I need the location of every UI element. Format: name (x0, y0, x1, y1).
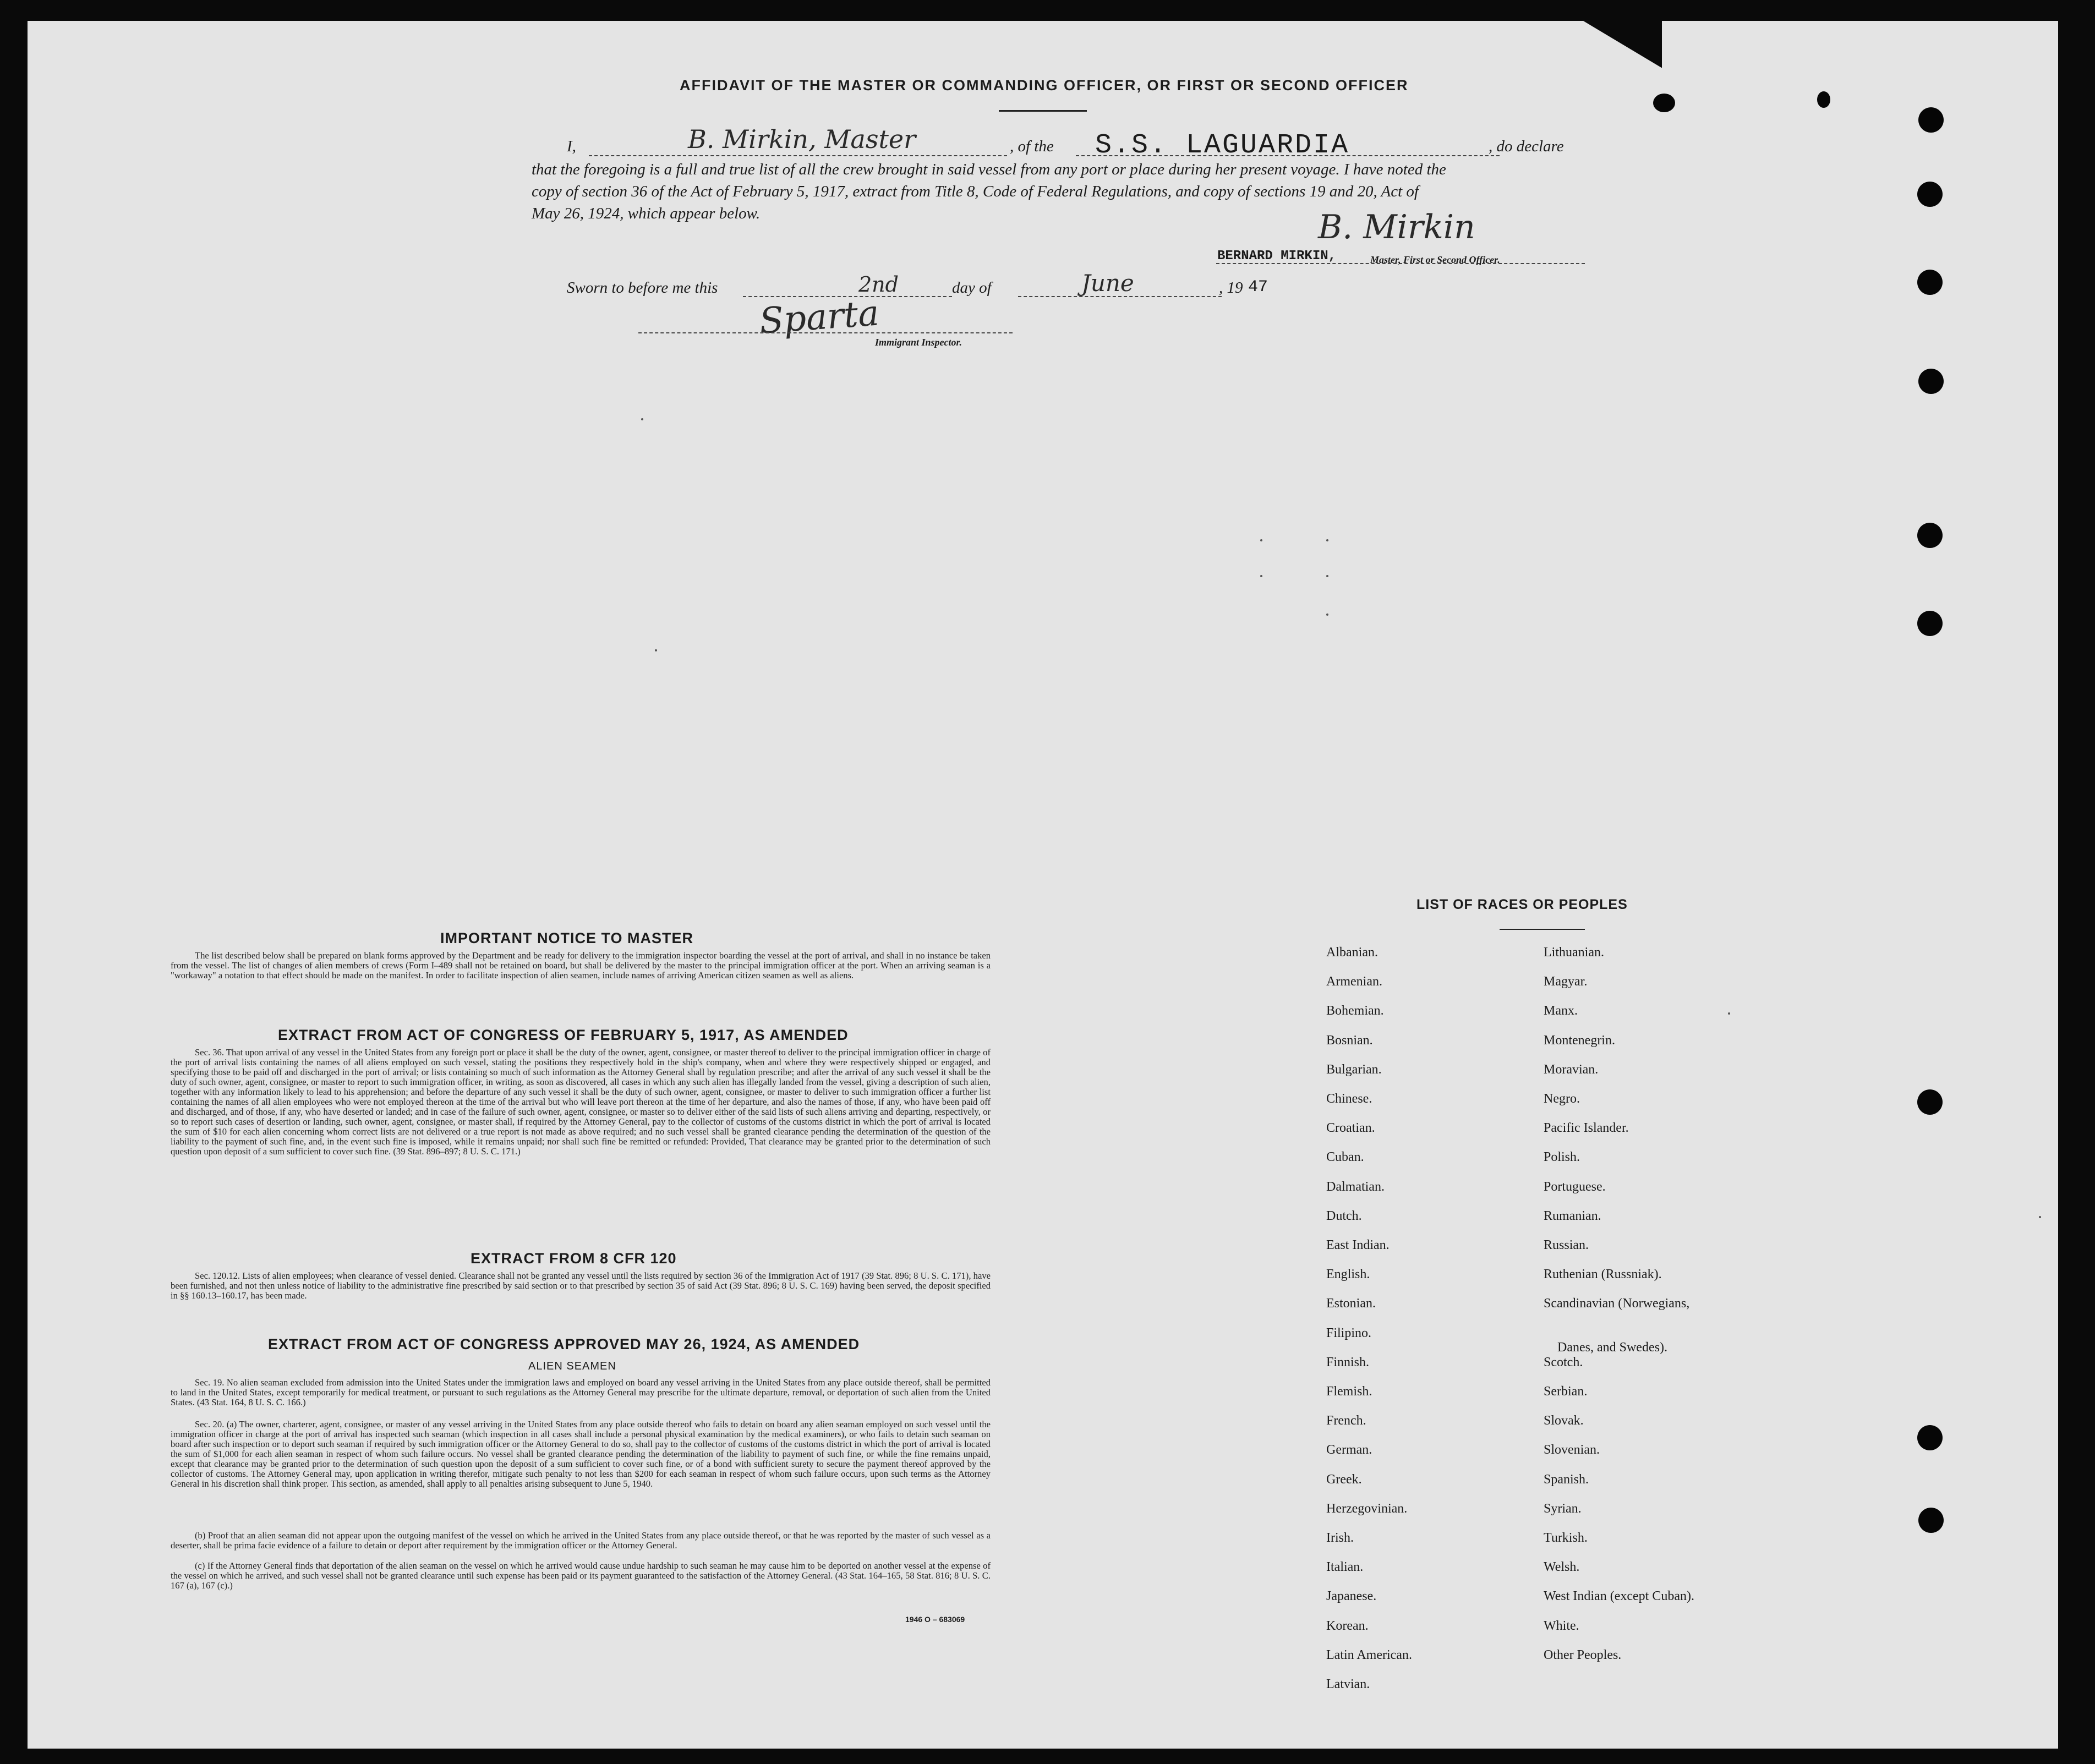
race-item: Slovenian. (1544, 1443, 1600, 1458)
race-item: Chinese. (1326, 1092, 1372, 1106)
vessel-name: S.S. LAGUARDIA (1095, 130, 1350, 161)
race-item: Latvian. (1326, 1677, 1370, 1691)
race-item: Flemish. (1326, 1384, 1372, 1399)
race-item: Filipino. (1326, 1325, 1372, 1340)
master-name-handwritten: B. Mirkin, Master (688, 124, 916, 154)
race-item: Serbian. (1544, 1384, 1588, 1399)
race-item: Russian. (1544, 1238, 1589, 1252)
title-rule (999, 110, 1087, 112)
race-item: Irish. (1326, 1531, 1354, 1545)
race-item: Dalmatian. (1326, 1179, 1385, 1194)
extract-cfr-title: EXTRACT FROM 8 CFR 120 (471, 1250, 677, 1267)
speck (2039, 1216, 2041, 1218)
race-item: Korean. (1326, 1618, 1369, 1633)
print-code: 1946 O – 683069 (905, 1615, 965, 1624)
race-item: Syrian. (1544, 1501, 1582, 1516)
alien-seamen-subtitle: ALIEN SEAMEN (528, 1360, 616, 1372)
race-item: French. (1326, 1414, 1366, 1428)
binder-hole (1917, 1425, 1943, 1450)
race-item: Croatian. (1326, 1121, 1375, 1136)
race-item: Spanish. (1544, 1472, 1589, 1487)
day-of-label: day of (952, 279, 992, 297)
speck (655, 649, 657, 651)
race-item: Bohemian. (1326, 1004, 1384, 1018)
binder-hole (1917, 270, 1943, 295)
race-item: Ruthenian (Russniak). (1544, 1267, 1662, 1282)
race-item: Finnish. (1326, 1355, 1370, 1369)
year-value: 47 (1248, 278, 1268, 297)
race-item: East Indian. (1326, 1238, 1390, 1252)
race-item: Manx. (1544, 1004, 1578, 1018)
race-item: Latin American. (1326, 1647, 1412, 1662)
year-label: , 19 (1219, 279, 1243, 297)
speck (1326, 575, 1328, 577)
extract-1917-title: EXTRACT FROM ACT OF CONGRESS OF FEBRUARY 5, 1917, AS AMENDED (278, 1027, 849, 1043)
race-item: Bulgarian. (1326, 1062, 1382, 1077)
signer-role: Master, First or Second Officer. (1370, 254, 1500, 265)
notice-text: The list described below shall be prepared on blank forms approved by the Department and be ready for delivery to the immigration inspector boarding the vessel at the port of arrival, and shall in no instance be taken from the vessel. The list of changes of alien members of crews (Form I–489 shall not be retained on board, but shall be delivered by the master to the principal immigration officer at the port. When an arriving seaman is a "workaway" a notation to that effect should be made on the manifest. In order to facilitate inspection of alien seamen, include names of arriving American citizen seamen as well as aliens. (171, 950, 991, 980)
race-item: Slovak. (1544, 1414, 1584, 1428)
race-item: Armenian. (1326, 974, 1382, 989)
race-item: White. (1544, 1618, 1579, 1633)
speck (1260, 575, 1262, 577)
race-item: Estonian. (1326, 1296, 1376, 1311)
race-item: Pacific Islander. (1544, 1121, 1629, 1136)
affidavit-body-line-3: May 26, 1924, which appear below. (532, 205, 761, 222)
signer-typed-name: BERNARD MIRKIN, (1217, 249, 1337, 264)
race-item: Danes, and Swedes). (1557, 1340, 1667, 1355)
do-declare-label: , do declare (1489, 138, 1564, 155)
ink-blot (1817, 91, 1830, 108)
inspector-signature: Sparta (758, 293, 880, 342)
race-item: English. (1326, 1267, 1370, 1282)
binder-hole (1918, 107, 1944, 133)
section-20c-text: (c) If the Attorney General finds that deportation of the alien seaman on the vessel on which he arrived would cause undue hardship to such seaman he may cause him to be deported on another vessel at the expense of the vessel on which he arrived, and such vessel shall not be granted clearance until such expense has been paid or its payment guaranteed to the satisfaction of the Attorney General. (43 Stat. 164–165, 58 Stat. 816; 8 U. S. C. 167 (a), 167 (c).) (171, 1560, 991, 1591)
race-item: Dutch. (1326, 1208, 1362, 1223)
speck (1260, 539, 1262, 541)
affidavit-i-label: I, (567, 138, 576, 155)
sworn-day: 2nd (858, 272, 899, 297)
binder-hole (1918, 369, 1944, 394)
extract-cfr-text: Sec. 120.12. Lists of alien employees; when clearance of vessel denied. Clearance shall not be granted any vessel until the lists required by section 36 of the Immigration Act of 1917 (39 Stat. 896; 8 U. S. C. 171), have been furnished, and not then unless notice of liability to the administrative fine prescribed by said section or to that prescribed by section 35 of said Act (39 Stat. 896; 8 U. S. C. 169) having been served, the deposit specified in §§ 160.13–160.17, has been made. (171, 1270, 991, 1301)
speck (641, 418, 643, 420)
document-page (28, 21, 2058, 1749)
race-item: Scotch. (1544, 1355, 1583, 1369)
race-item: Scandinavian (Norwegians, (1544, 1296, 1690, 1311)
binder-hole (1918, 1508, 1944, 1533)
race-item: Bosnian. (1326, 1033, 1373, 1048)
races-title-rule (1500, 929, 1585, 930)
race-item: Cuban. (1326, 1150, 1364, 1165)
race-item: Magyar. (1544, 974, 1588, 989)
race-item: Rumanian. (1544, 1208, 1601, 1223)
notice-title: IMPORTANT NOTICE TO MASTER (440, 930, 693, 946)
sworn-label: Sworn to before me this (567, 279, 718, 297)
binder-hole (1917, 611, 1943, 636)
race-item: Greek. (1326, 1472, 1362, 1487)
section-20b-text: (b) Proof that an alien seaman did not appear upon the outgoing manifest of the vessel on which he arrived in the United States from any place outside thereof, or that he was reported by the master of such vessel as a deserter, shall be prima facie evidence of a failure to detain or deport after requirement by the immigration officer or the Attorney General. (171, 1530, 991, 1551)
inspector-role: Immigrant Inspector. (875, 337, 962, 348)
binder-hole (1917, 1089, 1943, 1115)
affidavit-title: AFFIDAVIT OF THE MASTER OR COMMANDING OFFICER, OR FIRST OR SECOND OFFICER (680, 77, 1409, 94)
section-19-text: Sec. 19. No alien seaman excluded from admission into the United States under the immigration laws and employed on board any vessel arriving in the United States from any place outside thereof, shall be permitted to land in the United States, except temporarily for medical treatment, or pursuant to such regulations as the Attorney General may prescribe for the ultimate departure, removal, or deportation of such alien from the United States. (43 Stat. 164, 8 U. S. C. 166.) (171, 1377, 991, 1407)
binder-hole (1917, 182, 1943, 207)
master-name-line (589, 155, 1007, 156)
race-item: West Indian (except Cuban). (1544, 1589, 1694, 1604)
race-item: Japanese. (1326, 1589, 1377, 1604)
race-item: Negro. (1544, 1092, 1580, 1106)
section-20a-text: Sec. 20. (a) The owner, charterer, agent, consignee, or master of any vessel arriving in the United States from any place outside thereof who fails to detain on board any alien seaman employed on such vessel until the immigration officer in charge at the port of arrival has inspected such seaman (which inspection in all cases shall include a personal physical examination by the medical examiners), or who fails to detain such seaman on board after such inspection or to deport such seaman if required by such immigration officer or the Attorney General to do so, shall pay to the collector of customs of the customs district in which the port of arrival is located the sum of $1,000 for each alien seaman in respect of whom such failure occurs. No vessel shall be granted clearance pending the determination of the liability to payment of such fine, or while the fine remains unpaid, except that clearance may be granted prior to the determination of such question upon the deposit of a sum sufficient to cover such fine, or of a bond with sufficient surety to secure the payment thereof approved by the collector of customs. The Attorney General may, upon application in writing therefor, mitigate such penalty to not less than $200 for each seaman in respect of whom such failure occurs, upon such terms as the Attorney General in his discretion shall think proper. This section, as amended, shall apply to all penalties arising subsequent to June 5, 1940. (171, 1419, 991, 1489)
race-item: Polish. (1544, 1150, 1580, 1165)
master-signature: B. Mirkin (1318, 208, 1475, 246)
speck (1326, 613, 1328, 616)
affidavit-body-line-2: copy of section 36 of the Act of February 5, 1917, extract from Title 8, Code of Federal Regulations, and copy of sections 19 and 20, Act of (532, 183, 1419, 200)
affidavit-body-line-1: that the foregoing is a full and true list of all the crew brought in said vessel from any port or place during her present voyage. I have noted the (532, 161, 1446, 178)
extract-1917-text: Sec. 36. That upon arrival of any vessel in the United States from any foreign port or place it shall be the duty of the owner, agent, consignee, or master thereof to deliver to the principal immigration officer in charge of the port of arrival lists containing the names of all aliens employed on such vessel, stating the positions they respectively hold in the ship's company, when and where they were respectively shipped or engaged, and specifying those to be paid off and discharged in the port of arrival; or lists containing so much of such information as the Attorney General shall by regulation prescribe; and after the arrival of any such vessel it shall be the duty of such owner, agent, consignee, or master to report to such immigration officer, in writing, as soon as discovered, all cases in which any such alien has illegally landed from the vessel, giving a description of such alien, together with any information likely to lead to his apprehension; and before the departure of any such vessel it shall be the duty of such owner, agent, consignee, or master to deliver to such immigration officer a further list containing the names of all alien employees who were not employed thereon at the time of the arrival but who will leave port thereon at the time of her departure, and also the names of those, if any, who have been paid off and discharged, and of those, if any, who have deserted or landed; and in case of the failure of such owner, agent, consignee, or master so to deliver either of the said lists of such aliens arriving and departing, respectively, or so to report such cases of desertion or landing, such owner, agent, consignee, or master shall, if required by the Attorney General, pay to the collector of customs of the customs district in which the port of arrival is located the sum of $10 for each alien concerning whom correct lists are not delivered or a true report is not made as above required; and no such vessel shall be granted clearance pending the determination of the question of the liability to the payment of such fine, and, in the event such fine is imposed, while it remains unpaid; nor shall such fine be remitted or refunded: Provided, That clearance may be granted prior to the determination of such question upon deposit of a sum sufficient to cover such fine. (39 Stat. 896–897; 8 U. S. C. 171.) (171, 1047, 991, 1157)
race-item: Montenegrin. (1544, 1033, 1615, 1048)
races-title: LIST OF RACES OR PEOPLES (1416, 897, 1628, 912)
race-item: Portuguese. (1544, 1179, 1606, 1194)
extract-1924-title: EXTRACT FROM ACT OF CONGRESS APPROVED MAY 26, 1924, AS AMENDED (268, 1336, 860, 1352)
speck (1326, 539, 1328, 541)
sworn-month: June (1081, 270, 1134, 297)
race-item: Herzegovinian. (1326, 1501, 1408, 1516)
race-item: Turkish. (1544, 1531, 1588, 1545)
inspector-line (638, 332, 1013, 333)
binder-hole (1917, 523, 1943, 548)
race-item: Lithuanian. (1544, 945, 1604, 960)
race-item: Welsh. (1544, 1560, 1580, 1575)
race-item: Albanian. (1326, 945, 1378, 960)
race-item: Other Peoples. (1544, 1647, 1622, 1662)
of-the-label: , of the (1010, 138, 1054, 155)
race-item: Moravian. (1544, 1062, 1599, 1077)
race-item: Italian. (1326, 1560, 1364, 1575)
speck (1728, 1012, 1730, 1015)
ink-blot (1653, 94, 1675, 112)
race-item: German. (1326, 1443, 1372, 1458)
